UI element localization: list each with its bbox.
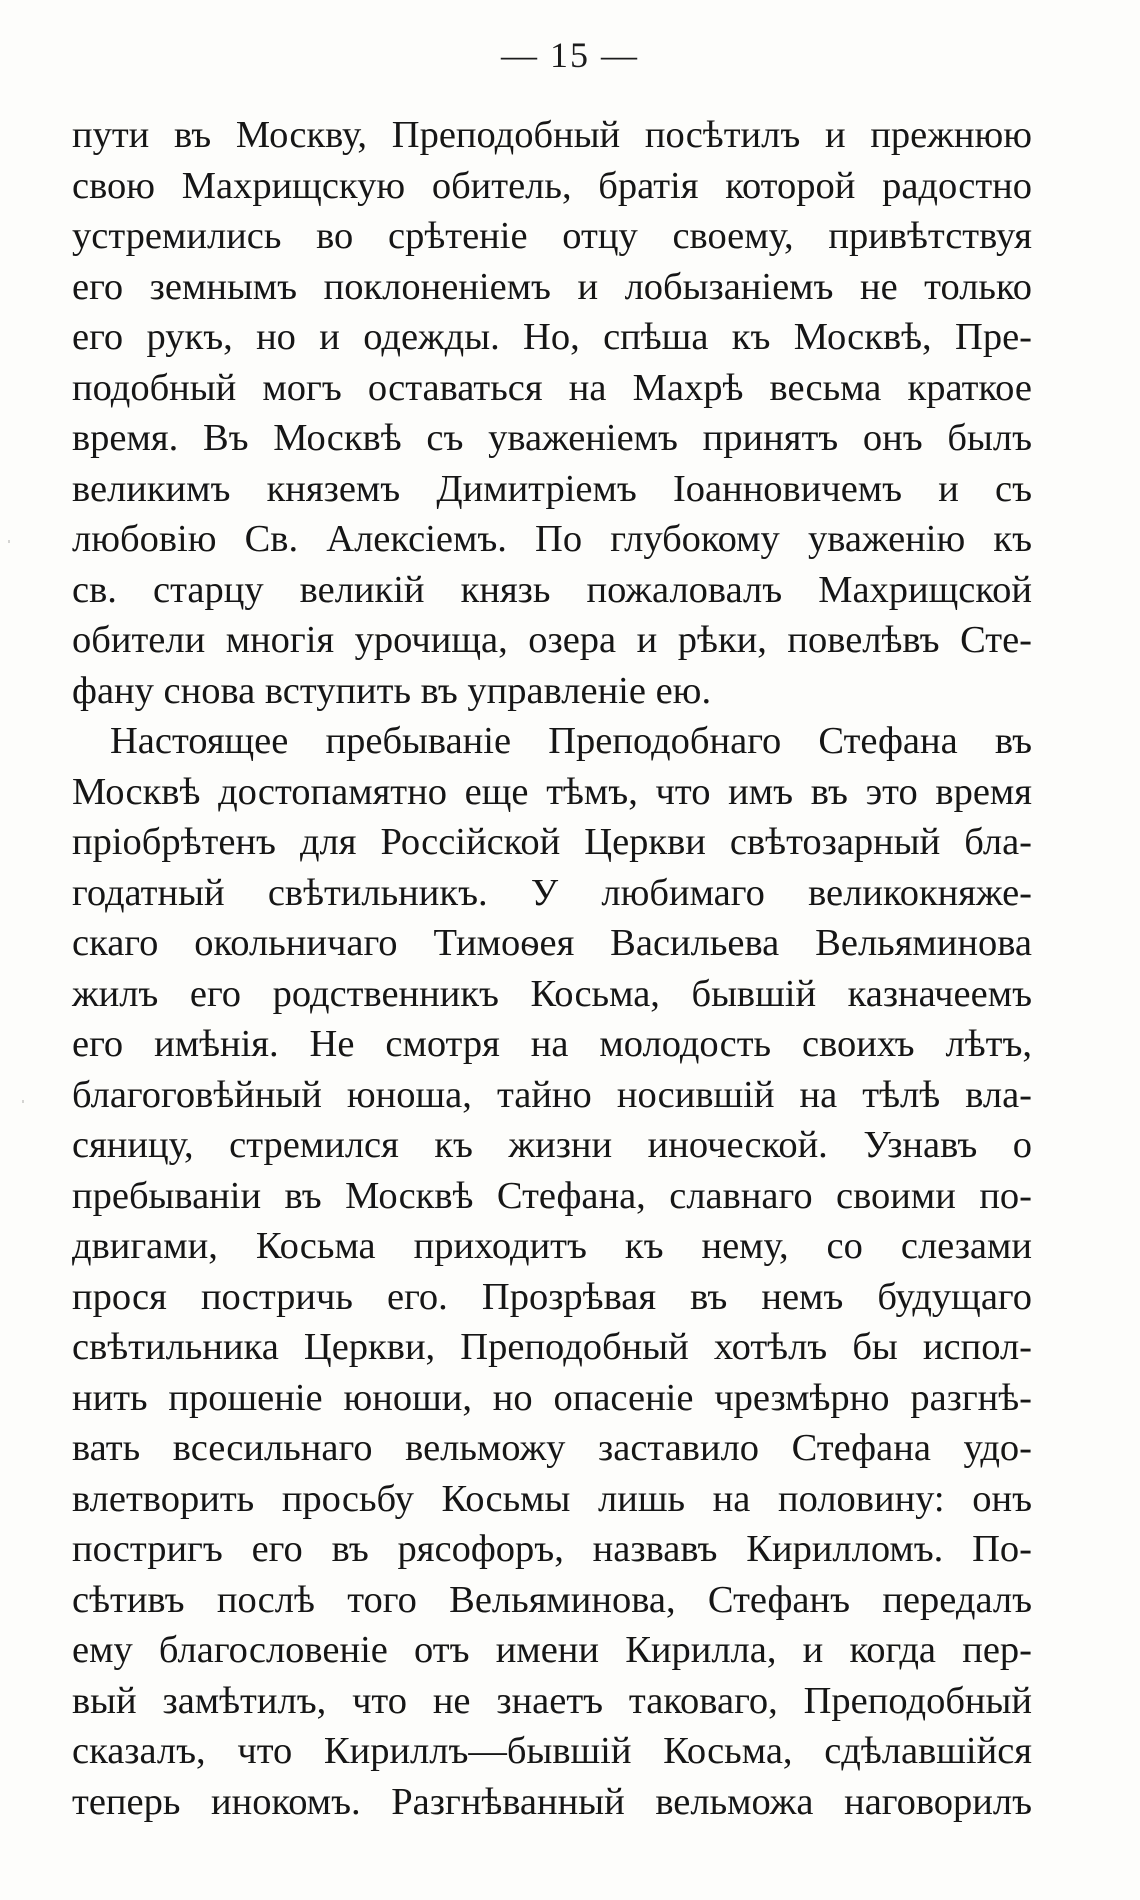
text-line: сѣтивъ послѣ того Вельяминова, Стефанъ передалъ: [72, 1578, 1032, 1621]
text-line: любовію Св. Алексіемъ. По глубокому уваженію къ: [72, 518, 1032, 560]
text-line: фану снова вступить въ управленіе ею.: [72, 669, 712, 712]
body-text: [72, 110, 1032, 1827]
text-line: пути въ Москву, Преподобный посѣтилъ и прежнюю: [72, 114, 1032, 156]
text-line: постригъ его въ рясофоръ, назвавъ Кирилломъ. По-: [72, 1528, 1032, 1570]
text-line: благоговѣйный юноша, тайно носившій на тѣлѣ вла-: [72, 1073, 1032, 1116]
text-line: годатный свѣтильникъ. У любимаго великокняже-: [72, 871, 1032, 914]
text-line: теперь инокомъ. Разгнѣванный вельможа наговорилъ: [72, 1780, 1032, 1823]
scan-artifact: [8, 540, 10, 543]
text-line: его рукъ, но и одежды. Но, спѣша къ Москвѣ, Пре-: [72, 316, 1032, 358]
text-line: Москвѣ достопамятно еще тѣмъ, что имъ въ это время: [72, 770, 1032, 813]
text-line: ему благословеніе отъ имени Кирилла, и когда пер-: [72, 1629, 1032, 1671]
text-line: Настоящее пребываніе Преподобнаго Стефана въ: [110, 720, 1032, 762]
text-line: свою Махрищскую обитель, братія которой радостно: [72, 164, 1032, 207]
text-line: жилъ его родственникъ Косьма, бывшій казначеемъ: [72, 972, 1032, 1015]
text-line: подобный могъ оставаться на Махрѣ весьма краткое: [72, 366, 1032, 409]
text-line: его земнымъ поклоненіемъ и лобызаніемъ не только: [72, 265, 1032, 308]
text-line: св. старцу великій князь пожаловалъ Махрищской: [72, 568, 1032, 611]
text-line: свѣтильника Церкви, Преподобный хотѣлъ бы испол-: [72, 1326, 1032, 1368]
text-line: время. Въ Москвѣ съ уваженіемъ принятъ онъ былъ: [72, 417, 1032, 459]
text-line: влетворить просьбу Косьмы лишь на половину: онъ: [72, 1477, 1032, 1520]
text-line: его имѣнія. Не смотря на молодость своихъ лѣтъ,: [72, 1023, 1032, 1065]
paragraph-2: [72, 716, 1032, 1827]
text-line: вать всесильнаго вельможу заставило Стефана удо-: [72, 1427, 1032, 1469]
page-number: — 15 —: [501, 35, 639, 75]
text-line: скаго окольничаго Тимоѳея Васильева Вельяминова: [72, 922, 1032, 964]
text-line: великимъ княземъ Димитріемъ Іоанновичемъ и съ: [72, 467, 1032, 510]
text-line: сяницу, стремился къ жизни иноческой. Узнавъ о: [72, 1124, 1032, 1166]
scan-artifact: [22, 1100, 24, 1103]
text-line: устремились во срѣтеніе отцу своему, привѣтствуя: [72, 215, 1032, 257]
text-line: пріобрѣтенъ для Россійской Церкви свѣтозарный бла-: [72, 821, 1032, 863]
text-line: двигами, Косьма приходитъ къ нему, со слезами: [72, 1225, 1032, 1267]
paragraph-1: [72, 110, 1032, 716]
text-line: сказалъ, что Кириллъ—бывшій Косьма, сдѣлавшійся: [72, 1730, 1032, 1772]
text-line: прося постричь его. Прозрѣвая въ немъ будущаго: [72, 1275, 1032, 1318]
text-line: обители многія урочища, озера и рѣки, повелѣвъ Сте-: [72, 619, 1032, 661]
text-line: нить прошеніе юноши, но опасеніе чрезмѣрно разгнѣ-: [72, 1376, 1032, 1419]
text-line: вый замѣтилъ, что не знаетъ таковаго, Преподобный: [72, 1679, 1032, 1722]
text-line: пребываніи въ Москвѣ Стефана, славнаго своими по-: [72, 1174, 1032, 1217]
